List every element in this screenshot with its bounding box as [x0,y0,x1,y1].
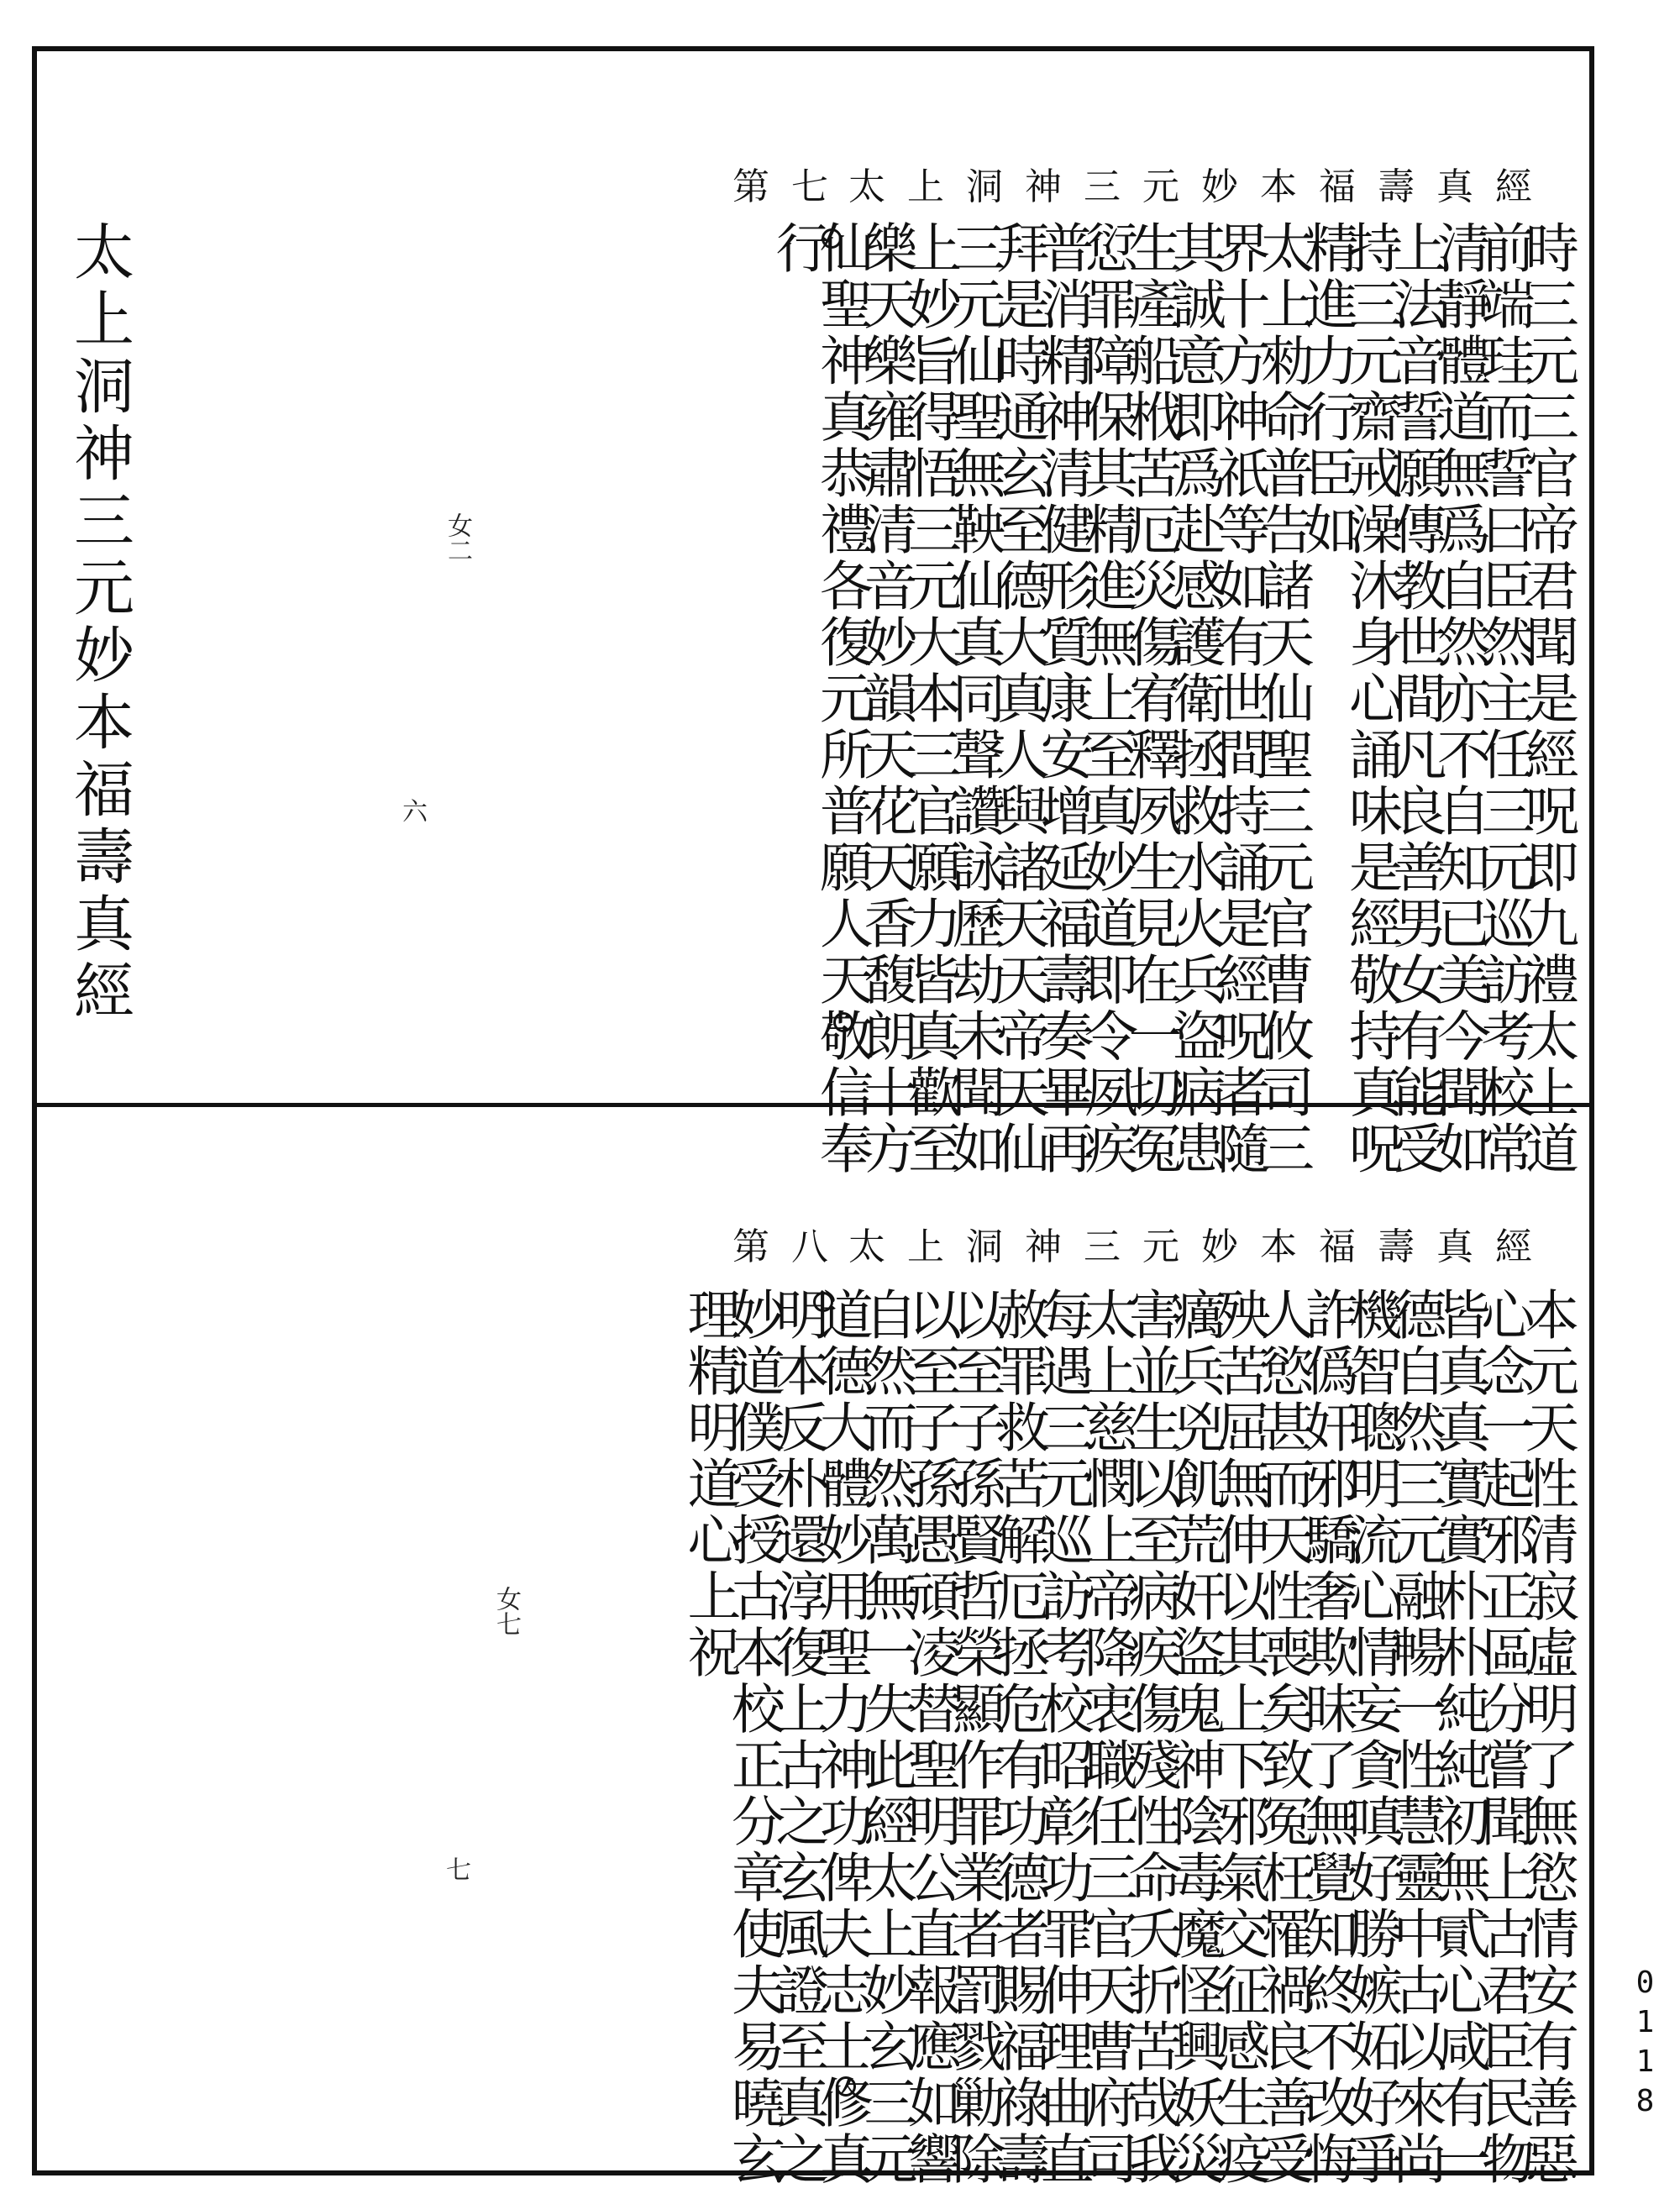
bottom-running-head-page: 第八 [732,1225,850,1268]
top-running-head-title: 太上洞神三元妙本福壽真經 [848,165,1554,208]
text-column: 愆罪障保其精進無上至真妙道即令夙疾 [1075,220,1137,1177]
text-column: 殃苦屈無伸以其上下邪氣交征感生疫 [1207,1287,1270,2187]
bottom-marginal-note: 女七 [491,1586,521,1636]
top-marginal-note: 女二 [443,512,472,563]
bottom-marginal-note: 七 [441,1856,470,1881]
text-column: 時三元三官帝君聞是經呪即九禮太上道 [1516,220,1578,1177]
top-marginal-note: 六 [397,798,427,823]
text-column: 持三元齋戒澡沐身心誦味是經敬持真呪 [1340,220,1402,1177]
text-column: 上法音誓願傳教世間凡良善男女有能受 [1383,220,1446,1177]
text-column: 上妙旨得悟三元大本三官願力皆真歡至 [899,220,961,1177]
text-column: 德自然三元融暢一性慧靈中古以來尚 [1383,1287,1446,2187]
top-final-title: 太上洞神三元妙本福壽真經 [64,220,134,1026]
text-column: 前端珪而誓曰臣然主任三元巡訪考校常 [1472,220,1535,1177]
top-running-head-page: 第七 [732,165,850,208]
text-column: 樂天樂雍肅清音妙韻天花天香馥朗十方 [854,220,917,1177]
text-column: 道德大體妙用聖力神功俾夫志士修真 [811,1287,873,2187]
sheet-page-number: 0118 [1628,1965,1662,2123]
text-column: 太上慈憫上帝降衷職任三官天曹府司 [1075,1287,1137,2187]
text-column: 拜是時通玄至德大真人與諸天天帝天仙 [987,220,1049,1177]
text-column: 生產船栰苦厄災傷宥釋夙生見在一切冤 [1119,220,1182,1177]
text-column: 以至子孫賢哲榮顯作罪業者罰戮勦除 [942,1287,1005,2187]
text-column: 清靜體道無爲自然亦不自知已美今聞如 [1428,220,1490,1177]
text-column: 普消精神清健形質康安增延福壽奏畢再 [1031,220,1094,1177]
text-column: 理精明道心上祝 [678,1287,741,1681]
text-column: 太上勑命普告諸天仙聖三元官曹攸司三 [1252,220,1314,1177]
text-column: 本元天性清寂虛明了無慾情安有善惡 [1516,1287,1578,2187]
text-column: 癘兵兇飢荒奸盜鬼神陰毒魔怪興妖災 [1163,1287,1226,2187]
text-column: 其誠意即爲赴感護衛拯救水火兵盜病患 [1163,220,1226,1177]
text-column: 機智聰明流心情妄貪嗔好勝嫉妬好爭 [1340,1287,1402,2187]
text-column: 皆真真實實朴朴純純初無貳心咸有一 [1428,1287,1490,2187]
text-column: 人慾甚而天性喪矣致冤枉罹禍良善受 [1252,1287,1314,2187]
text-column: 以至子孫愚頑凌替聖明公直報應如響 [899,1287,961,2187]
text-column: 心念一起邪正區分嘗聞上古君臣民物 [1472,1287,1535,2187]
text-column: 詐僞奸邪驕奢欺昧了無覺知終不改悔 [1295,1287,1358,2187]
text-column: 界十方神祇等如有世間持誦是經呪者隨 [1207,220,1270,1177]
text-column: 害並生以至病疾傷殘性命夭折苦哉我 [1119,1287,1182,2187]
text-column: 精進力行臣如 [1295,220,1358,558]
text-column: 自然而然萬無一失此經太上妙玄三元 [854,1287,917,2187]
text-column: 明本反朴還淳復上古之玄風證至真之 [766,1287,829,2187]
text-column: 赦罪救苦解厄拯危有功德者賜福祿壽 [987,1287,1049,2187]
bottom-running-head-title: 太上洞神三元妙本福壽真經 [848,1225,1554,1268]
text-column: 每遇三元巡訪考校昭彰功罪伸理曲直 [1031,1287,1094,2187]
text-column: 仙聖神真恭禮各復元所普願人天敬信奉 [811,220,873,1177]
text-column: 行 [766,220,829,276]
text-column: 三元仙聖無鞅仙真同聲讚詠歷劫未聞如 [942,220,1005,1177]
text-column: 妙道僕受授古本校正分章使夫易曉玄 [722,1287,785,2187]
